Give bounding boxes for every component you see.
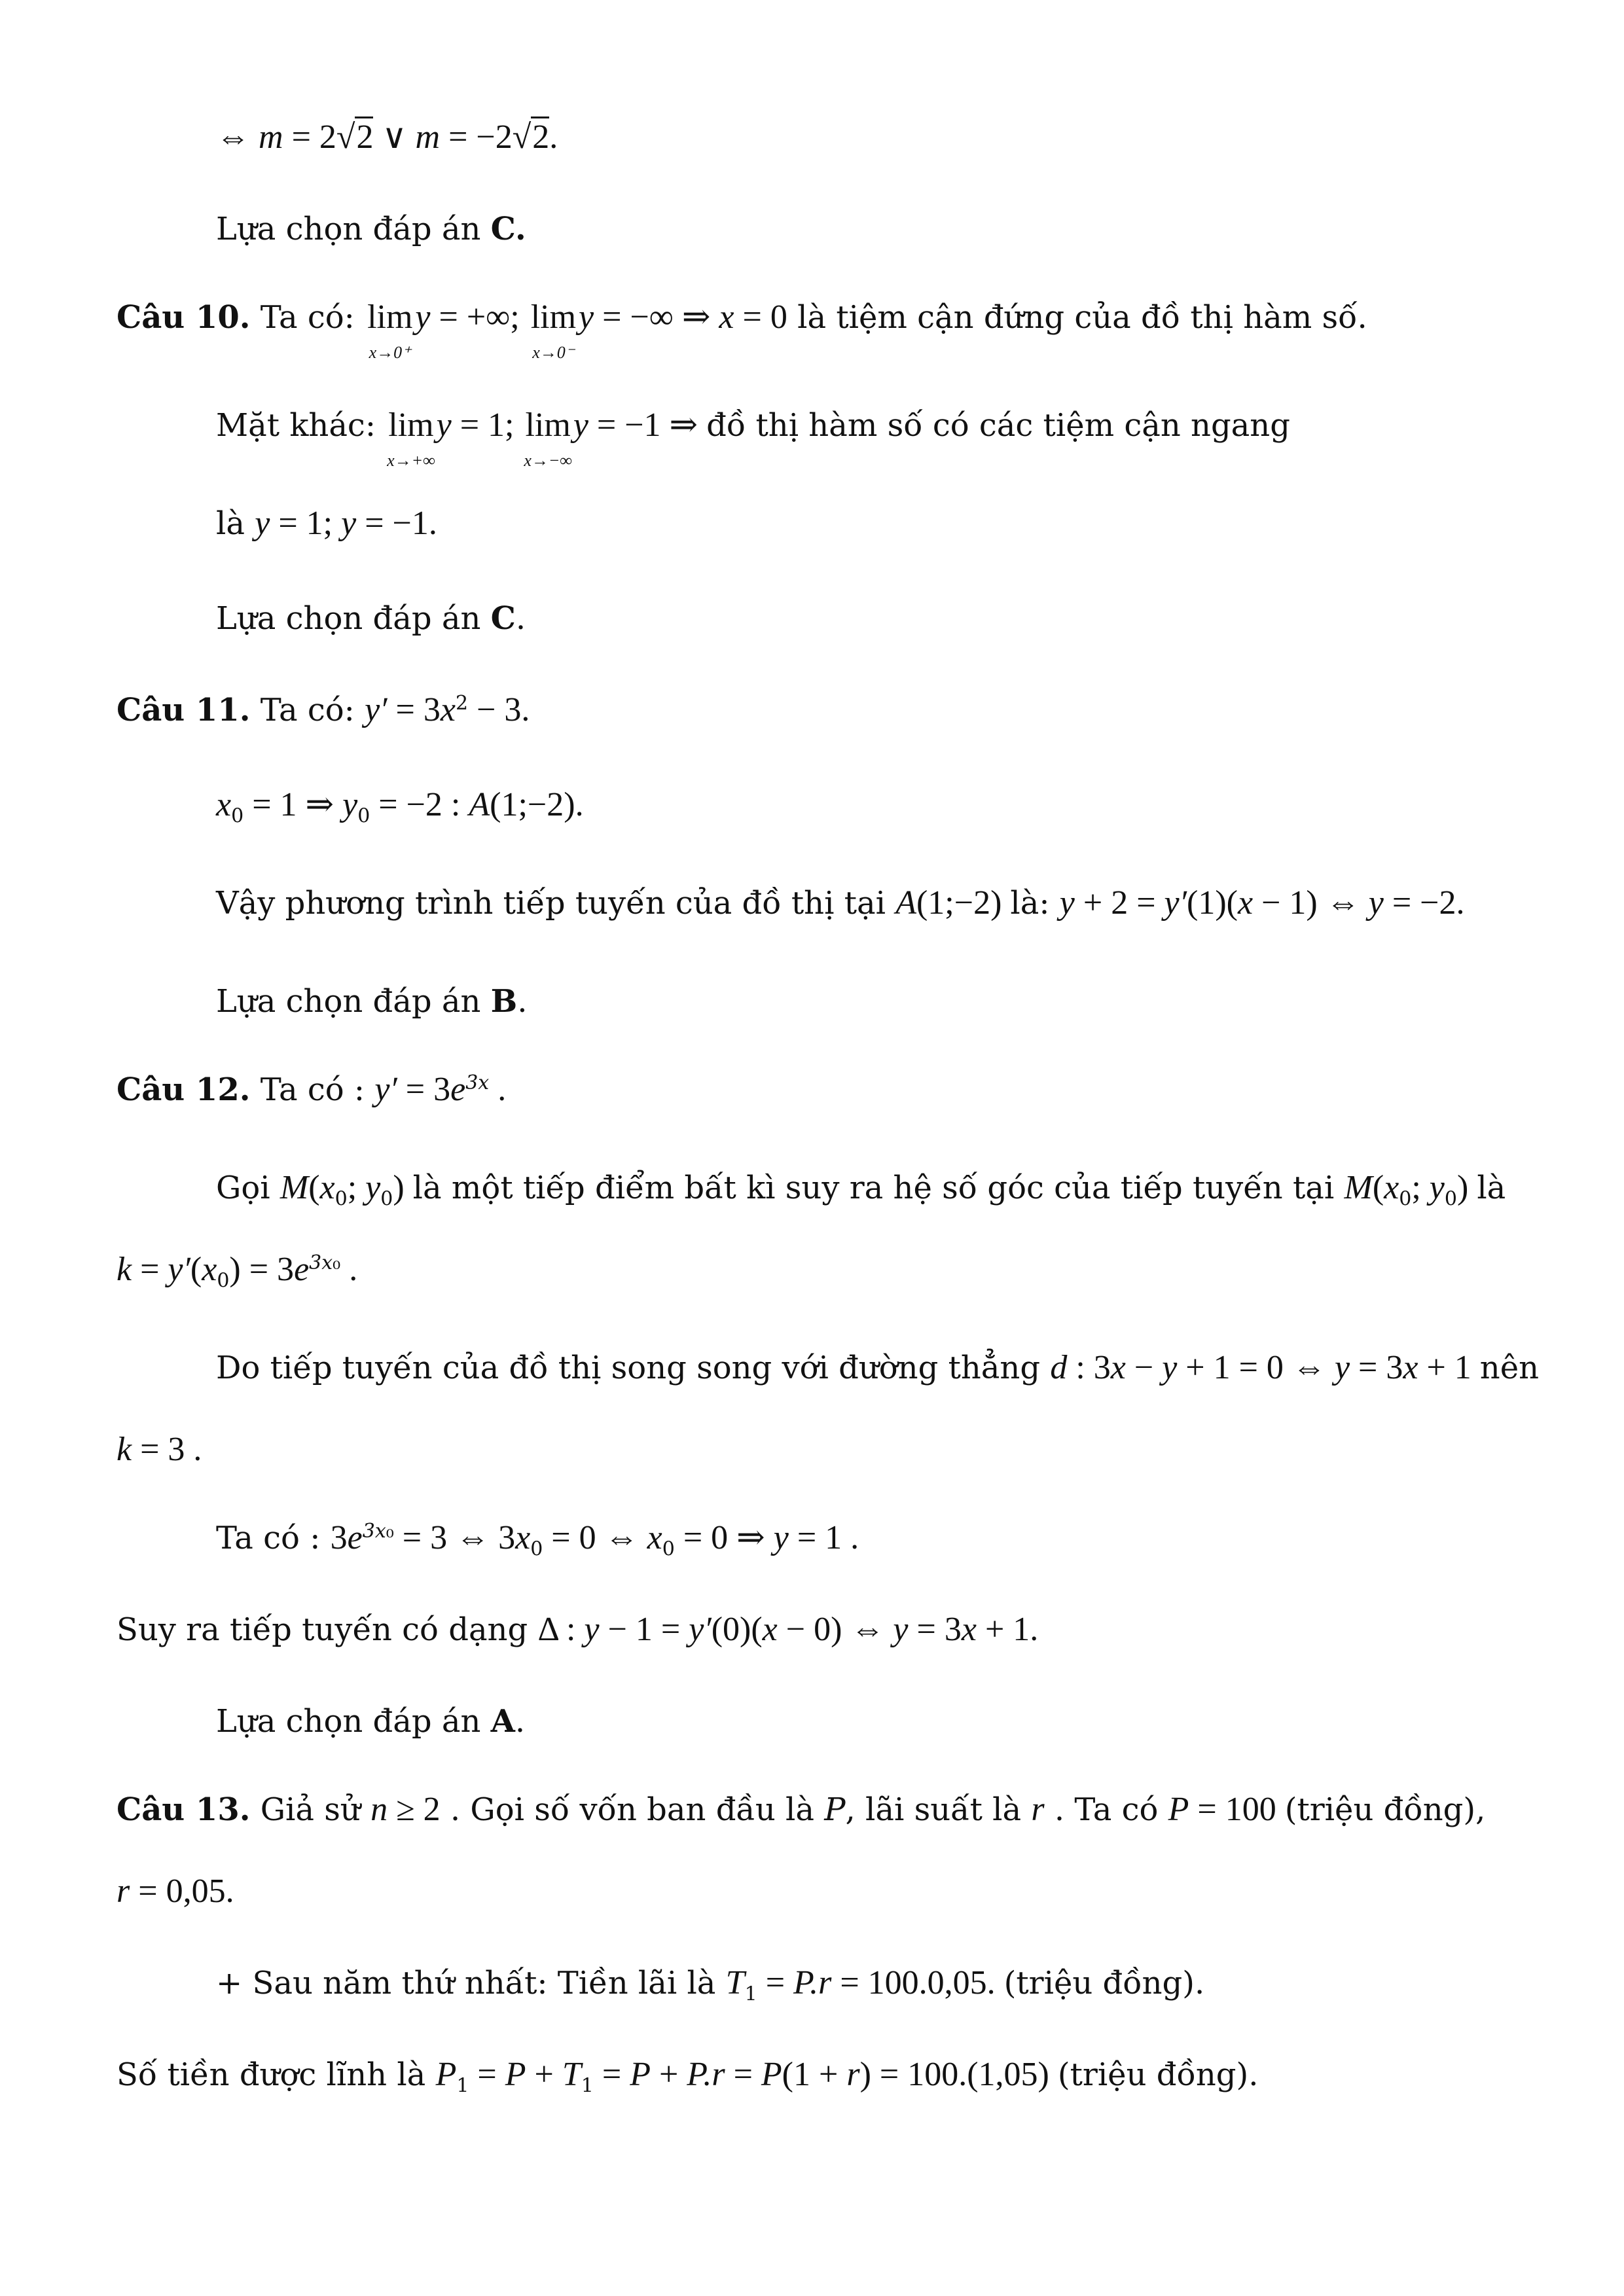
text: Ta có: (260, 299, 355, 336)
text: (triệu đồng). (1057, 2056, 1259, 2093)
answer-choice-12: Lựa chọn đáp án A. (216, 1703, 526, 1740)
text: Suy ra tiếp tuyến có dạng (117, 1611, 528, 1648)
question-13-line-3: + Sau năm thứ nhất: Tiền lãi là $T_1 = P.r = 100.0,05$. (triệu đồng). (216, 1964, 1205, 2006)
question-11-line-2: $x_0 = 1$ ⇒ $y_0 = -2$ : A(1;−2). (216, 786, 584, 828)
text: đồ thị hàm số có các tiệm cận ngang (706, 407, 1290, 444)
text: là (1477, 1170, 1506, 1206)
answer-letter: B (490, 983, 518, 1020)
answer-label: Lựa chọn đáp án (216, 600, 481, 637)
text: là (216, 505, 245, 542)
text: + Sau năm thứ nhất: Tiền lãi là (216, 1965, 716, 2001)
answer-letter: C. (490, 211, 526, 247)
text: là: (1010, 885, 1050, 922)
answer-letter: A (490, 1703, 515, 1740)
answer-choice-10: Lựa chọn đáp án C. (216, 600, 526, 637)
text: Do tiếp tuyến của đồ thị song song với đường thẳng (216, 1350, 1041, 1386)
question-12-line-7: Suy ra tiếp tuyến có dạng Δ : y − 1 = y′(0)(x − 0) ⇔ y = 3x + 1. (117, 1611, 1039, 1648)
question-12-line-5: k = 3 . (117, 1431, 202, 1468)
answer-label: Lựa chọn đáp án (216, 983, 481, 1020)
question-label: Câu 10. (117, 299, 251, 336)
answer-letter: C (490, 600, 516, 637)
text: Vậy phương trình tiếp tuyến của đồ thị tại (216, 885, 886, 922)
question-13-line-1: Câu 13. Giả sử n ≥ 2 . Gọi số vốn ban đầu là P, lãi suất là r . Ta có P = 100 (triệu đồng), (117, 1791, 1486, 1828)
question-label: Câu 11. (117, 692, 251, 728)
question-label: Câu 13. (117, 1791, 251, 1828)
text: nên (1479, 1350, 1540, 1386)
question-12-line-3: $k = y'(x_0) = 3e^{3x_0}$ . (117, 1251, 358, 1293)
question-13-line-4: Số tiền được lĩnh là $P_1 = P + T_1 = P + P.r = P(1 + r) = 100.(1,05)$ (triệu đồng). (117, 2056, 1259, 2098)
text: , lãi suất là (845, 1791, 1022, 1828)
text: Số tiền được lĩnh là (117, 2056, 426, 2093)
answer-label: Lựa chọn đáp án (216, 1703, 481, 1740)
text: Ta có: (260, 692, 355, 728)
question-10-line-1: Câu 10. Ta có: lim x→0⁺ y = +∞; lim x→0⁻ y = −∞ ⇒ x = 0 là tiệm cận đứng của đồ thị hàm số. (117, 298, 1367, 362)
text: . Gọi số vốn ban đầu là (450, 1791, 814, 1828)
text: Ta có : (216, 1520, 321, 1556)
text: Gọi (216, 1170, 270, 1206)
answer-label: Lựa chọn đáp án (216, 211, 481, 247)
question-11-line-1: Câu 11. Ta có: $y' = 3x^2 - 3$. (117, 691, 530, 728)
text: là tiệm cận đứng của đồ thị hàm số. (797, 299, 1367, 336)
answer-choice-11: Lựa chọn đáp án B. (216, 983, 528, 1020)
question-11-line-3: Vậy phương trình tiếp tuyến của đồ thị tại A(1;−2) là: y + 2 = y′(1)(x − 1) ⇔ y = −2. (216, 884, 1465, 922)
question-12-line-6: Ta có : $3e^{3x_0} = 3$ ⇔ $3x_0 = 0$ ⇔ $x_0 = 0$ ⇒ y = 1 . (216, 1519, 859, 1561)
question-13-line-2: r = 0,05. (117, 1873, 234, 1910)
text: Ta có : (260, 1071, 365, 1108)
question-12-line-4: Do tiếp tuyến của đồ thị song song với đường thẳng d : 3x − y + 1 = 0 ⇔ y = 3x + 1 nên (216, 1349, 1540, 1386)
text: là một tiếp điểm bất kì suy ra hệ số góc của tiếp tuyến tại (412, 1170, 1335, 1206)
answer-choice-9 (216, 209, 526, 249)
text: Mặt khác: (216, 407, 376, 444)
question-10-line-2: Mặt khác: lim x→+∞ y = 1; lim x→−∞ y = −1 ⇒ đồ thị hàm số có các tiệm cận ngang (216, 406, 1290, 470)
text: Giả sử (260, 1791, 361, 1828)
question-label: Câu 12. (117, 1071, 251, 1108)
question-10-line-3: là y = 1; y = −1. (216, 505, 437, 542)
text: . Ta có (1054, 1791, 1159, 1828)
text: (triệu đồng). (1003, 1965, 1205, 2001)
question-12-line-1: Câu 12. Ta có : $y' = 3e^{3x}$ . (117, 1071, 507, 1108)
equation-m-values: ⇔ m = 2√2 ∨ m = −2√2. (216, 118, 558, 157)
question-12-line-2: Gọi $M(x_0$; $y_0$) là một tiếp điểm bất kì suy ra hệ số góc của tiếp tuyến tại $M(x_0$; $y_0$) là (216, 1169, 1506, 1211)
text: (triệu đồng), (1284, 1791, 1486, 1828)
